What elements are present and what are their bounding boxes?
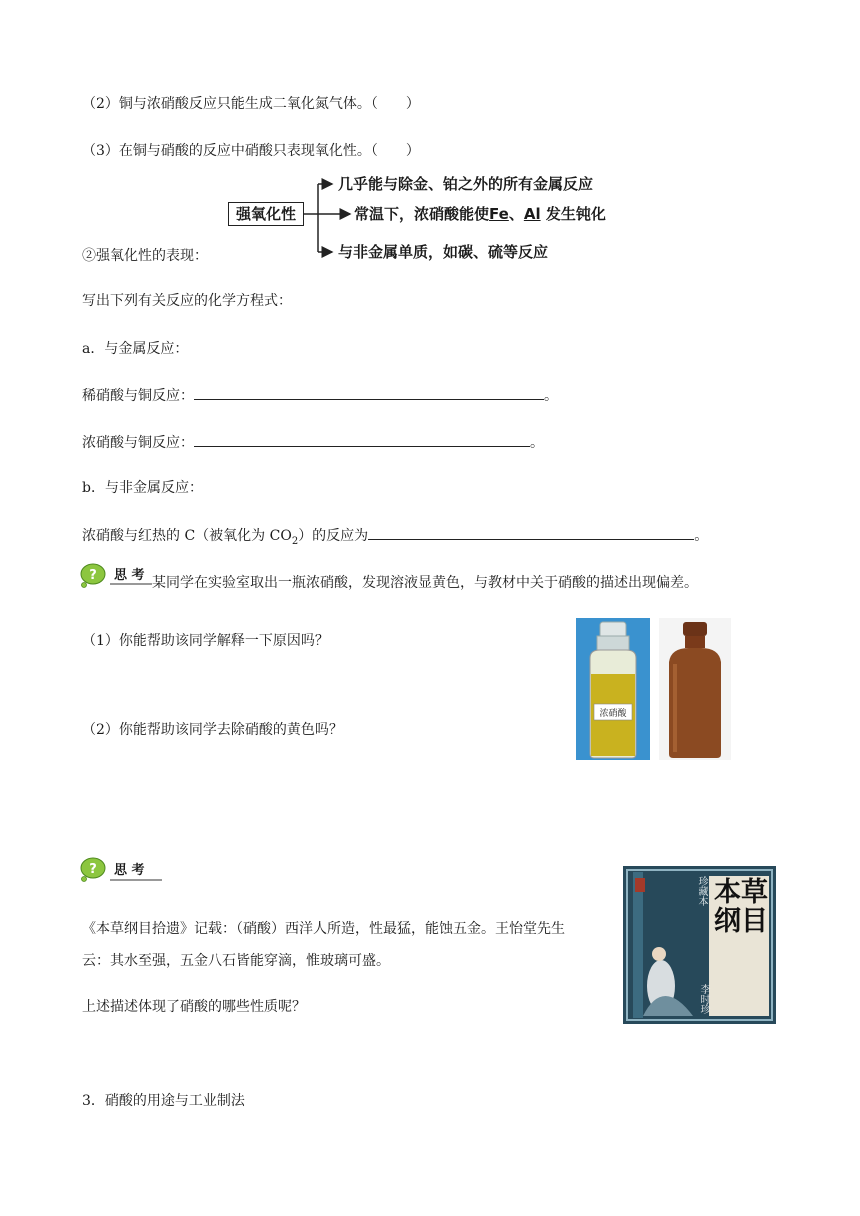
conc-copper-end: 。 — [530, 435, 544, 451]
carbon-reaction-end: 。 — [694, 528, 709, 544]
carbon-reaction-blank[interactable] — [368, 525, 694, 540]
diagram-sep: 、 — [508, 205, 524, 223]
book-title: 本草纲目 — [714, 877, 768, 937]
dilute-copper-line — [82, 385, 558, 406]
think-icon-1 — [80, 562, 152, 590]
think-label-1: 思 考 — [114, 568, 145, 583]
metal-reaction-heading: a．与金属反应： — [82, 341, 189, 357]
question-3: （3）在铜与硝酸的反应中硝酸只表现氧化性。（ ） — [82, 143, 420, 159]
bottle-label: 浓硝酸 — [599, 709, 627, 719]
diagram-fe: Fe — [489, 205, 509, 223]
diagram-branch-2 — [354, 204, 606, 224]
dilute-copper-end: 。 — [544, 388, 558, 404]
svg-text:?: ? — [89, 568, 97, 583]
diagram-al: Al — [523, 205, 541, 223]
carbon-reaction-label-a: 浓硝酸与红热的 C（被氧化为 CO — [82, 528, 292, 544]
conc-copper-line — [82, 432, 544, 453]
think-1-question-2: （2）你能帮助该同学去除硝酸的黄色吗？ — [82, 722, 343, 738]
yellow-nitric-acid-bottle-photo — [576, 618, 650, 760]
conc-copper-label: 浓硝酸与铜反应： — [82, 435, 194, 451]
diagram-center-label: 强氧化性 — [228, 202, 304, 226]
diagram-branch-2-end: 发生钝化 — [540, 205, 606, 223]
think-label-2: 思 考 — [114, 863, 145, 878]
carbon-reaction-label-b: ）的反应为 — [298, 528, 369, 544]
think-1-question-1: （1）你能帮助该同学解释一下原因吗？ — [82, 633, 329, 649]
strong-oxidation-heading: ②强氧化性的表现： — [82, 248, 208, 264]
brown-bottle-image — [659, 618, 731, 760]
quote-question: 上述描述体现了硝酸的哪些性质呢？ — [82, 999, 306, 1015]
quote-line-1: 《本草纲目拾遗》记载：（硝酸）西洋人所造，性最猛，能蚀五金。王怡堂先生 — [82, 921, 565, 937]
co2-subscript: 2 — [291, 535, 299, 547]
clear-bottle-image — [576, 618, 650, 760]
think-icon-2 — [80, 856, 162, 884]
section-3-heading: 3．硝酸的用途与工业制法 — [82, 1093, 245, 1109]
dilute-copper-label: 稀硝酸与铜反应： — [82, 388, 194, 404]
diagram-branch-2-text: 常温下，浓硝酸能使 — [354, 205, 490, 223]
bencao-gangmu-cover — [623, 866, 776, 1024]
think-1-text: 某同学在实验室取出一瓶浓硝酸，发现溶液显黄色，与教材中关于硝酸的描述出现偏差。 — [152, 575, 698, 591]
diagram-branch-3: 与非金属单质，如碳、硫等反应 — [338, 243, 549, 261]
question-2: （2）铜与浓硝酸反应只能生成二氧化氮气体。（ ） — [82, 96, 420, 112]
quote-line-2: 云：其水至强，五金八石皆能穿滴，惟玻璃可盛。 — [82, 953, 390, 969]
nonmetal-reaction-heading: b．与非金属反应： — [82, 480, 203, 496]
book-author: 李时珍 — [698, 984, 709, 1014]
conc-copper-blank[interactable] — [194, 432, 530, 447]
instruction: 写出下列有关反应的化学方程式： — [82, 293, 292, 309]
strong-oxidation-diagram — [228, 172, 618, 264]
dilute-copper-blank[interactable] — [194, 385, 544, 400]
carbon-reaction-line — [82, 525, 708, 552]
book-tag: 珍藏本 — [696, 876, 707, 906]
svg-text:?: ? — [89, 862, 97, 877]
brown-bottle-photo — [659, 618, 731, 760]
diagram-branch-1: 几乎能与除金、铂之外的所有金属反应 — [338, 175, 594, 193]
